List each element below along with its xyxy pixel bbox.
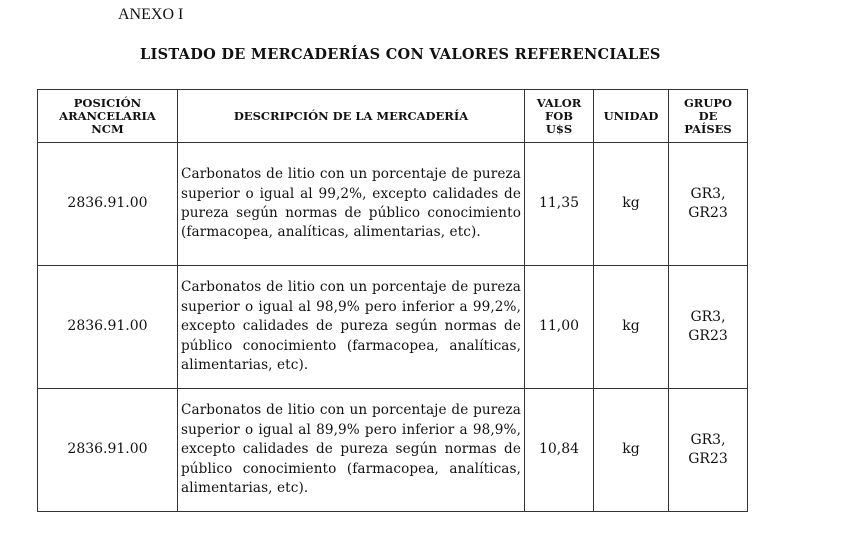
table-row	[38, 143, 748, 266]
description-cell: Carbonatos de litio con un porcentaje de pureza superior o igual al 89,9% pero inferior a 98,9%, excepto calidades de pureza según normas de público conocimiento (farmacopea, analíticas, alimentarias, etc).	[178, 389, 525, 512]
group-line: GR23	[688, 451, 728, 467]
ncm-cell: 2836.91.00	[38, 266, 178, 389]
header-value-line: FOB	[545, 108, 573, 123]
header-position-line: ARANCELARIA	[59, 108, 156, 123]
header-position	[38, 90, 178, 143]
group-line: GR3,	[690, 185, 726, 202]
fob-value-cell: 10,84	[525, 389, 594, 512]
description-cell: Carbonatos de litio con un porcentaje de pureza superior o igual al 98,9% pero inferior a 99,2%, excepto calidades de pureza según normas de público conocimiento (farmacopea, analíticas, alimentarias, etc).	[178, 266, 525, 389]
annex-label: ANEXO I	[118, 6, 184, 23]
group-line: GR23	[688, 328, 728, 344]
header-value	[525, 90, 594, 143]
header-group-line: DE	[698, 108, 718, 123]
ncm-cell: 2836.91.00	[38, 389, 178, 512]
table-header-row	[38, 90, 748, 143]
goods-table	[37, 89, 748, 512]
description-cell: Carbonatos de litio con un porcentaje de pureza superior o igual al 99,2%, excepto calidades de pureza según normas de público conocimiento (farmacopea, analíticas, alimentarias, etc).	[178, 143, 525, 266]
fob-value-cell: 11,35	[525, 143, 594, 266]
header-value-line: VALOR	[536, 95, 582, 110]
header-group	[669, 90, 748, 143]
table-row	[38, 266, 748, 389]
header-position-line: POSICIÓN	[73, 95, 142, 110]
header-unit: UNIDAD	[594, 90, 669, 143]
group-line: GR3,	[690, 431, 726, 448]
group-cell	[669, 143, 748, 266]
group-line: GR3,	[690, 308, 726, 325]
table-row	[38, 389, 748, 512]
header-group-line: GRUPO	[683, 95, 733, 110]
ncm-cell: 2836.91.00	[38, 143, 178, 266]
header-value-line: U$S	[545, 121, 573, 136]
group-line: GR23	[688, 205, 728, 221]
unit-cell: kg	[594, 389, 669, 512]
document-title: LISTADO DE MERCADERÍAS CON VALORES REFERENCIALES	[140, 46, 661, 63]
header-description: DESCRIPCIÓN DE LA MERCADERÍA	[178, 90, 525, 143]
header-group-line: PAÍSES	[684, 121, 732, 136]
unit-cell: kg	[594, 143, 669, 266]
group-cell	[669, 266, 748, 389]
header-position-line: NCM	[91, 121, 124, 136]
group-cell	[669, 389, 748, 512]
unit-cell: kg	[594, 266, 669, 389]
fob-value-cell: 11,00	[525, 266, 594, 389]
